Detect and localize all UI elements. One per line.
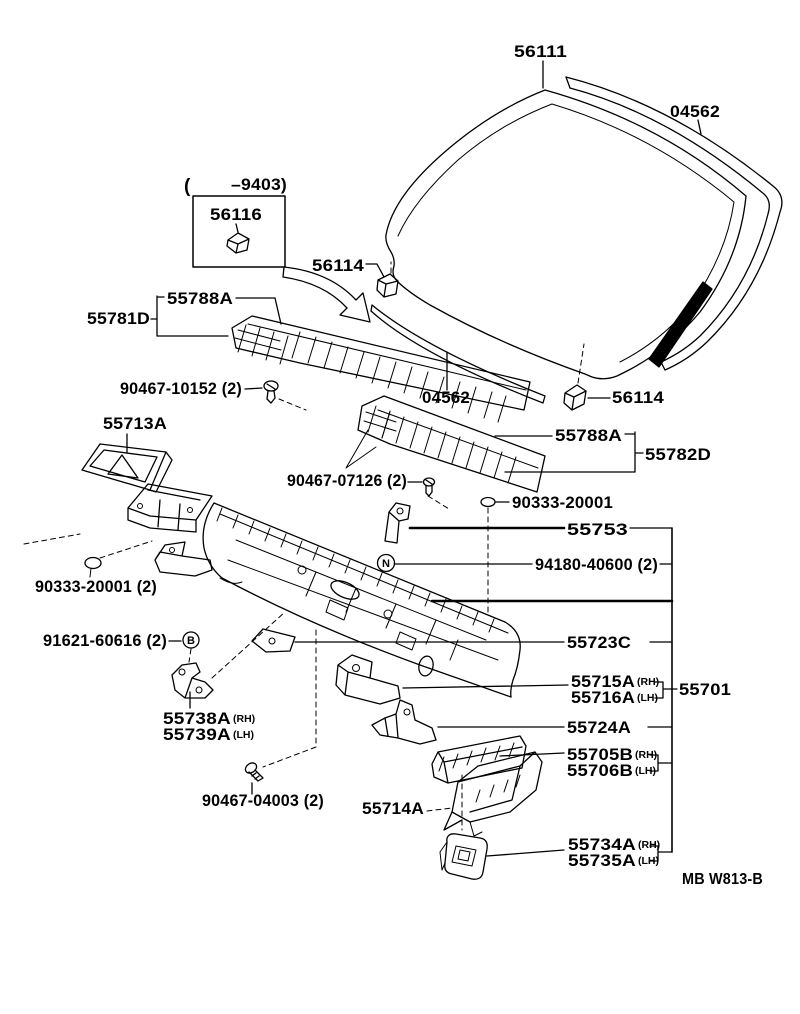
bracket-55715A	[336, 655, 400, 704]
bolt-glyph-B: B	[187, 635, 195, 647]
box-paren-open: (	[184, 176, 191, 197]
part-label-55739A: 55739A	[163, 725, 231, 744]
part-label-91621-60616: 91621-60616 (2)	[43, 631, 167, 650]
screw-90467-07126-icon	[424, 478, 435, 496]
part-label-55706B: 55706B	[567, 761, 633, 780]
clip-56114-left-icon	[377, 262, 398, 297]
part-label-55788A-right: 55788A	[555, 426, 622, 445]
part-label-55734A: 55734A	[568, 835, 636, 854]
part-label-55716A-suffix: (LH)	[637, 692, 658, 704]
part-label-55788A-left: 55788A	[167, 289, 233, 308]
screw-90467-04003-icon	[244, 761, 263, 781]
part-label-90467-04003: 90467-04003 (2)	[202, 791, 324, 810]
part-label-56116: 56116	[210, 205, 262, 224]
part-label-55739A-suffix: (LH)	[233, 729, 254, 741]
part-label-55782D: 55782D	[645, 445, 711, 464]
part-label-56114-left: 56114	[312, 256, 365, 275]
part-label-55724A: 55724A	[567, 718, 631, 737]
part-label-56111: 56111	[514, 42, 567, 61]
moulding-dark-strip	[649, 282, 712, 367]
part-label-04562-mid: 04562	[422, 388, 470, 407]
clip-56114-right-icon	[564, 344, 586, 410]
cowl-side-panels-55713A	[82, 444, 212, 532]
part-label-55716A: 55716A	[571, 688, 635, 707]
part-label-55753: 55753	[567, 520, 628, 539]
part-labels	[35, 42, 763, 888]
part-label-55735A-suffix: (LH)	[638, 855, 659, 867]
part-label-55734A-suffix: (RH)	[638, 839, 661, 851]
part-label-55713A: 55713A	[103, 414, 167, 433]
part-label-55706B-suffix: (LH)	[635, 765, 656, 777]
part-label-90333-20001: 90333-20001	[512, 493, 613, 512]
part-label-90333-20001-2: 90333-20001 (2)	[35, 577, 157, 596]
part-label-55705B-suffix: (RH)	[635, 749, 658, 761]
figure-code: MB W813-B	[682, 871, 763, 888]
part-label-94180-40600: 94180-40600 (2)	[535, 555, 658, 574]
nut-glyph-N: N	[382, 558, 390, 570]
windshield-glass	[386, 90, 746, 379]
part-label-55738A: 55738A	[163, 709, 231, 728]
part-label-55735A: 55735A	[568, 851, 636, 870]
part-label-04562-top: 04562	[670, 102, 720, 121]
part-label-56114-right: 56114	[612, 388, 665, 407]
side-panel-55714A	[444, 752, 542, 836]
plate-55734A	[440, 834, 487, 879]
bracket-55724A	[372, 700, 436, 744]
part-label-55715A: 55715A	[571, 672, 635, 691]
bracket-55738A	[172, 663, 213, 698]
clip-56116-icon	[227, 233, 249, 253]
brace-55753	[385, 503, 410, 543]
part-label-55781D: 55781D	[87, 309, 150, 328]
grommet-90333-left-icon	[85, 558, 101, 578]
part-label-55705B: 55705B	[567, 745, 633, 764]
part-label-55715A-suffix: (RH)	[637, 676, 660, 688]
part-label-55738A-suffix: (RH)	[233, 713, 256, 725]
cowl-louver-left	[232, 316, 530, 422]
part-label-90467-10152: 90467-10152 (2)	[120, 379, 242, 398]
grommet-90333-top-icon	[481, 498, 495, 507]
part-label-55723C: 55723C	[567, 633, 631, 652]
part-label-90467-07126: 90467-07126 (2)	[287, 471, 407, 490]
direction-arrow-icon	[283, 267, 370, 322]
box-code: –9403)	[231, 175, 287, 194]
part-label-55714A: 55714A	[362, 799, 424, 818]
part-label-55701: 55701	[679, 680, 731, 699]
screw-90467-10152-icon	[264, 381, 278, 403]
